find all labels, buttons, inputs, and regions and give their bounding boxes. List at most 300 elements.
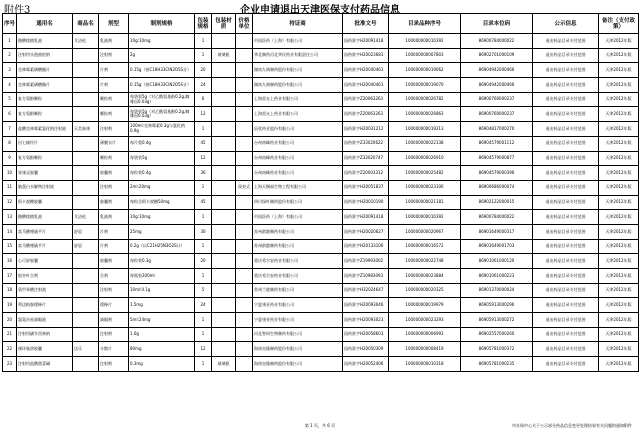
cell-form: 胶囊剂 — [99, 195, 129, 210]
cell-material — [212, 122, 236, 137]
cell-std-code: 86904817000270 — [461, 122, 533, 137]
cell-trade: 达乐 — [73, 342, 99, 357]
cell-notice: 退出药品目录支付范围 — [533, 195, 599, 210]
cell-remark: 天津2012年版 — [599, 63, 639, 78]
cell-cat-no: 100000000020325 — [389, 283, 461, 298]
cell-spec: 10g:10mg — [129, 210, 195, 225]
cell-approval: 国药准字H20031212 — [343, 122, 389, 137]
cell-unit — [236, 342, 253, 357]
cell-cat-no: 100000000010392 — [389, 210, 461, 225]
cell-approval: 国药准字H20023681 — [343, 48, 389, 63]
table-body — [3, 34, 639, 372]
cell-spec: 每粒装0.4g — [129, 166, 195, 181]
cell-form: 注射剂 — [99, 283, 129, 298]
cell-std-code: 86900686000074 — [461, 180, 533, 195]
cell-generic: 富马酸喹硫平片 — [17, 224, 73, 239]
cell-remark: 天津2012年版 — [599, 224, 639, 239]
cell-approval: 国药准字H20020627 — [343, 224, 389, 239]
cell-generic: 克林霉素磷酸酯片 — [17, 78, 73, 93]
cell-form: 胶囊剂 — [99, 254, 129, 269]
cell-spec: 每袋装5g（对乙酰氨基酚0.2g,咖啡因0.03g） — [129, 107, 195, 122]
cell-approval: 国药准字Z19993002 — [343, 254, 389, 269]
cell-pack: 24 — [195, 78, 212, 93]
cell-generic: 吲达帕胺缓释片 — [17, 298, 73, 313]
cell-material — [212, 151, 236, 166]
cell-notice: 退出药品目录支付范围 — [533, 313, 599, 328]
cell-remark: 天津2012年版 — [599, 210, 639, 225]
cell-unit — [236, 92, 253, 107]
cell-remark: 天津2012年版 — [599, 239, 639, 254]
cell-holder: 湖南九典制药股份有限公司 — [253, 78, 343, 93]
cell-pack: 1 — [195, 210, 212, 225]
cell-cat-no: 100000000026910 — [389, 151, 461, 166]
cell-holder: 四川绿叶制药股份有限公司 — [253, 195, 343, 210]
cell-form: 片剂 — [99, 78, 129, 93]
cell-approval: 国药准字Z20063263 — [343, 107, 389, 122]
column-header: 批准文号 — [343, 14, 389, 34]
cell-remark: 天津2012年版 — [599, 283, 639, 298]
cell-seq: 1 — [3, 34, 17, 49]
table-row — [3, 195, 639, 210]
cell-seq: 5 — [3, 92, 17, 107]
cell-seq: 14 — [3, 224, 17, 239]
cell-notice: 退出药品目录支付范围 — [533, 224, 599, 239]
cell-material — [212, 224, 236, 239]
cell-trade — [73, 136, 99, 151]
cell-form: 注射剂 — [99, 327, 129, 342]
table-row — [3, 107, 639, 122]
column-header: 包装材质 — [212, 14, 236, 34]
cell-unit: 预充式 — [236, 180, 253, 195]
cell-unit — [236, 63, 253, 78]
cell-spec: 每粒装0.3g — [129, 254, 195, 269]
cell-trade — [73, 327, 99, 342]
cell-trade — [73, 313, 99, 328]
page-number: 第 1 页，共 6 页 — [304, 423, 336, 428]
table-row — [3, 224, 639, 239]
cell-approval: 国药准字H20091418 — [343, 210, 389, 225]
cell-holder: 河北智同生物制药有限公司 — [253, 327, 343, 342]
cell-remark: 天津2012年版 — [599, 136, 639, 151]
cell-spec: 每瓶装200ml — [129, 269, 195, 284]
column-header: 包装规格 — [195, 14, 212, 34]
cell-seq: 12 — [3, 195, 17, 210]
cell-std-code: 86901061000120 — [461, 254, 533, 269]
cell-approval: 国药准字Z33020622 — [343, 136, 389, 151]
column-header: 公示信息 — [533, 14, 599, 34]
drug-table — [2, 13, 639, 372]
column-header: 序号 — [3, 14, 17, 34]
table-row — [3, 357, 639, 372]
cell-notice: 退出药品目录支付范围 — [533, 283, 599, 298]
cell-holder: 上海天赐福生物工程有限公司 — [253, 180, 343, 195]
cell-seq: 15 — [3, 239, 17, 254]
column-header: 备注（支付政策） — [599, 14, 639, 34]
cell-pack: 6 — [195, 92, 212, 107]
table-row — [3, 48, 639, 63]
cell-pack: 12 — [195, 342, 212, 357]
cell-unit — [236, 107, 253, 122]
cell-remark: 天津2012年版 — [599, 195, 639, 210]
cell-approval: 国药准字H20010190 — [343, 195, 389, 210]
cell-unit — [236, 313, 253, 328]
table-row — [3, 92, 639, 107]
cell-remark: 天津2012年版 — [599, 269, 639, 284]
cell-material — [212, 254, 236, 269]
attachment-label: 附件3 — [4, 5, 31, 16]
cell-cat-no: 100000000010318 — [389, 357, 461, 372]
page-footer — [0, 421, 640, 430]
page-title: 企业申请退出天津医保支付药品信息 — [240, 5, 400, 16]
cell-std-code: 86901649000317 — [461, 224, 533, 239]
cell-unit — [236, 269, 253, 284]
cell-material — [212, 166, 236, 181]
cell-material — [212, 63, 236, 78]
cell-pack: 36 — [195, 166, 212, 181]
cell-generic: 氨甲苯酸注射液 — [17, 283, 73, 298]
column-header: 通用名 — [17, 14, 73, 34]
cell-std-code: 86904579000396 — [461, 166, 533, 181]
cell-form: 乳液剂 — [99, 34, 129, 49]
cell-cat-no: 100000000023293 — [389, 313, 461, 328]
cell-spec: 100ml:克林霉素0.3g与氯化钠0.9g — [129, 122, 195, 137]
column-header: 持证商 — [253, 14, 343, 34]
cell-remark: 天津2012年版 — [599, 122, 639, 137]
cell-std-code: 86902122000015 — [461, 195, 533, 210]
cell-std-code: 86904579001112 — [461, 136, 533, 151]
cell-notice: 退出药品目录支付范围 — [533, 327, 599, 342]
cell-generic: 循环肠溶胶囊 — [17, 342, 73, 357]
cell-generic: 脑蛋白水解物注射液 — [17, 180, 73, 195]
cell-seq: 3 — [3, 63, 17, 78]
cell-remark: 天津2012年版 — [599, 313, 639, 328]
cell-form: 颗粒剂 — [99, 107, 129, 122]
cell-cat-no: 100000000025482 — [389, 166, 461, 181]
cell-notice: 退出药品目录支付范围 — [533, 166, 599, 181]
cell-generic: 阿卡波糖胶囊 — [17, 195, 73, 210]
cell-cat-no: 100000000022748 — [389, 254, 461, 269]
cell-std-code: 86905781000235 — [461, 357, 533, 372]
cell-generic: 银杏叶合剂 — [17, 269, 73, 284]
table-row — [3, 78, 639, 93]
cell-std-code: 86901061000223 — [461, 269, 533, 284]
cell-approval: 国药准字H20050309 — [343, 342, 389, 357]
cell-holder: 宁夏康亚药业有限公司 — [253, 298, 343, 313]
cell-unit — [236, 224, 253, 239]
cell-cat-no: 100000000020967 — [389, 224, 461, 239]
cell-trade: 艾洁松 — [73, 210, 99, 225]
cell-pack: 24 — [195, 298, 212, 313]
cell-form: 分散片 — [99, 342, 129, 357]
cell-trade: 舒思 — [73, 239, 99, 254]
table-row — [3, 327, 639, 342]
cell-form: 颗粒剂 — [99, 92, 129, 107]
cell-unit — [236, 122, 253, 137]
cell-remark: 天津2012年版 — [599, 180, 639, 195]
cell-trade — [73, 283, 99, 298]
cell-generic: 酪酸梭菌乳液 — [17, 210, 73, 225]
cell-seq: 4 — [3, 78, 17, 93]
cell-form: 缓释片 — [99, 298, 129, 313]
cell-spec: 每袋装5g（对乙酰氨基酚0.2g,咖啡因0.03g） — [129, 92, 195, 107]
cell-seq: 6 — [3, 107, 17, 122]
cell-seq: 2 — [3, 48, 17, 63]
cell-remark: 天津2012年版 — [599, 298, 639, 313]
cell-trade — [73, 78, 99, 93]
cell-unit — [236, 195, 253, 210]
table-row — [3, 180, 639, 195]
cell-material — [212, 313, 236, 328]
cell-spec: 5ml:24mg — [129, 313, 195, 328]
cell-unit — [236, 136, 253, 151]
cell-trade — [73, 151, 99, 166]
cell-cat-no: 100000000019070 — [389, 78, 461, 93]
cell-remark: 天津2012年版 — [599, 107, 639, 122]
cell-generic: 复方氨酚颗粒 — [17, 151, 73, 166]
cell-trade — [73, 92, 99, 107]
cell-pack: 1 — [195, 48, 212, 63]
cell-trade — [73, 254, 99, 269]
cell-holder: 海南皇隆制药股份有限公司 — [253, 357, 343, 372]
cell-pack: 1 — [195, 34, 212, 49]
cell-form: 片剂 — [99, 224, 129, 239]
cell-notice: 退出药品目录支付范围 — [533, 63, 599, 78]
cell-generic: 复方氨酚颗粒 — [17, 107, 73, 122]
cell-holder: 常州兰陵制药有限公司 — [253, 283, 343, 298]
cell-notice: 退出药品目录支付范围 — [533, 92, 599, 107]
cell-spec: 0.15g（按C18H33ClN2O5S计） — [129, 78, 195, 93]
cell-spec: 10ml:0.1g — [129, 283, 195, 298]
column-header: 目录本位码 — [461, 14, 533, 34]
cell-material — [212, 195, 236, 210]
cell-approval: 国药准字H20040461 — [343, 63, 389, 78]
cell-holder: 上海雷允上药业有限公司 — [253, 92, 343, 107]
cell-cat-no: 100000000026782 — [389, 92, 461, 107]
cell-cat-no: 100000000021181 — [389, 195, 461, 210]
cell-unit — [236, 254, 253, 269]
cell-generic: 克林霉素磷酸酯片 — [17, 63, 73, 78]
column-header: 价格单位 — [236, 14, 253, 34]
cell-generic: 富马酸喹硫平片 — [17, 239, 73, 254]
column-header: 制剂规格 — [129, 14, 195, 34]
cell-pack: 1 — [195, 122, 212, 137]
cell-generic: 心可舒胶囊 — [17, 254, 73, 269]
cell-approval: 国药准字Z20063263 — [343, 92, 389, 107]
cell-seq: 7 — [3, 122, 17, 137]
cell-notice: 退出药品目录支付范围 — [533, 269, 599, 284]
cell-holder: 宁夏康亚药业有限公司 — [253, 313, 343, 328]
cell-holder: 重庆希尔安药业有限公司 — [253, 254, 343, 269]
cell-form: 注射剂 — [99, 48, 129, 63]
column-header: 商品名 — [73, 14, 99, 34]
cell-notice: 退出药品目录支付范围 — [533, 107, 599, 122]
cell-material — [212, 342, 236, 357]
cell-seq: 23 — [3, 357, 17, 372]
cell-holder: 海南皇隆制药股份有限公司 — [253, 342, 343, 357]
cell-material — [212, 327, 236, 342]
cell-unit — [236, 327, 253, 342]
table-row — [3, 210, 639, 225]
cell-notice: 退出药品目录支付范围 — [533, 78, 599, 93]
cell-std-code: 86900784000022 — [461, 210, 533, 225]
table-row — [3, 298, 639, 313]
cell-cat-no: 100000000010392 — [389, 34, 461, 49]
cell-unit — [236, 48, 253, 63]
cell-holder: 台州南峰药业有限公司 — [253, 151, 343, 166]
cell-seq: 8 — [3, 136, 17, 151]
cell-trade: 天美泰康 — [73, 122, 99, 137]
cell-material — [212, 136, 236, 151]
table-row — [3, 122, 639, 137]
table-row — [3, 34, 639, 49]
cell-approval: 国药准字H20093023 — [343, 313, 389, 328]
cell-unit — [236, 298, 253, 313]
cell-cat-no: 100000000019062 — [389, 63, 461, 78]
cell-std-code: 86902701000109 — [461, 48, 533, 63]
cell-spec: 2ml:20mg — [129, 180, 195, 195]
cell-generic: 氯氮沙星滴眼液 — [17, 313, 73, 328]
cell-std-code: 86900760000237 — [461, 92, 533, 107]
cell-pack: 1 — [195, 313, 212, 328]
cell-seq: 19 — [3, 298, 17, 313]
cell-form: 注射剂 — [99, 357, 129, 372]
table-row — [3, 166, 639, 181]
header-row — [3, 14, 639, 34]
cell-pack: 5 — [195, 283, 212, 298]
cell-notice: 退出药品目录支付范围 — [533, 48, 599, 63]
cell-pack: 1 — [195, 180, 212, 195]
cell-holder: 辰欣药业股份有限公司 — [253, 122, 343, 137]
cell-remark: 天津2012年版 — [599, 166, 639, 181]
cell-holder: 中国医药（上海）有限公司 — [253, 210, 343, 225]
cell-trade — [73, 107, 99, 122]
cell-seq: 11 — [3, 180, 17, 195]
cell-form: 颗粒剂 — [99, 151, 129, 166]
cell-trade — [73, 269, 99, 284]
cell-approval: 国药准字H32024647 — [343, 283, 389, 298]
cell-std-code: 86902557000260 — [461, 327, 533, 342]
table-row — [3, 269, 639, 284]
cell-seq: 17 — [3, 269, 17, 284]
cell-unit — [236, 166, 253, 181]
cell-std-code: 86905781000372 — [461, 342, 533, 357]
cell-form: 片剂 — [99, 63, 129, 78]
cell-cat-no: 100000000019213 — [389, 122, 461, 137]
cell-unit — [236, 357, 253, 372]
cell-trade — [73, 298, 99, 313]
cell-seq: 18 — [3, 283, 17, 298]
cell-trade — [73, 166, 99, 181]
footer-note: 市社保中心关于公示部分药品信息变更处理结果有关问题的通知附件 — [512, 423, 632, 428]
cell-approval: 国药准字Z10983093 — [343, 269, 389, 284]
cell-spec: 每片重0.4g — [129, 136, 195, 151]
cell-seq: 10 — [3, 166, 17, 181]
cell-remark: 天津2012年版 — [599, 78, 639, 93]
cell-approval: 国药准字H20093046 — [343, 298, 389, 313]
cell-remark: 天津2012年版 — [599, 327, 639, 342]
cell-std-code: 86901649001703 — [461, 239, 533, 254]
column-header: 目录品种序号 — [389, 14, 461, 34]
cell-spec: 2g — [129, 48, 195, 63]
cell-holder: 台州南峰药业有限公司 — [253, 166, 343, 181]
cell-trade — [73, 180, 99, 195]
cell-generic: 酪酸梭菌乳液 — [17, 34, 73, 49]
cell-pack: 30 — [195, 224, 212, 239]
cell-spec: 0.2g（以C21H25N3O2S计） — [129, 239, 195, 254]
cell-holder: 苏州俞港制药有限公司 — [253, 224, 343, 239]
cell-std-code: 86904942000466 — [461, 78, 533, 93]
cell-spec: 25mg — [129, 224, 195, 239]
cell-material — [212, 210, 236, 225]
table-row — [3, 283, 639, 298]
cell-pack: 20 — [195, 254, 212, 269]
cell-generic: 盐酸克林霉素氯化钠注射液 — [17, 122, 73, 137]
cell-holder: 台州南峰药业有限公司 — [253, 136, 343, 151]
cell-remark: 天津2012年版 — [599, 151, 639, 166]
cell-form: 胶囊剂 — [99, 166, 129, 181]
cell-form: 滴眼剂 — [99, 313, 129, 328]
cell-generic: 注射用磺苄西林钠 — [17, 327, 73, 342]
cell-spec: 0.15g（按C18H33ClN2O5S计） — [129, 63, 195, 78]
cell-approval: 国药准字H20040461 — [343, 78, 389, 93]
cell-form: 合剂 — [99, 269, 129, 284]
cell-trade — [73, 48, 99, 63]
cell-holder: 华北制药河北华民药业有限责任公司 — [253, 48, 343, 63]
cell-form: 注射剂 — [99, 122, 129, 137]
cell-material — [212, 78, 236, 93]
cell-spec: 80mg — [129, 342, 195, 357]
cell-trade: 艾洁松 — [73, 34, 99, 49]
cell-pack: 1 — [195, 357, 212, 372]
cell-remark: 天津2012年版 — [599, 357, 639, 372]
cell-spec: 1.0g — [129, 327, 195, 342]
cell-pack: 1 — [195, 327, 212, 342]
column-header: 剂型 — [99, 14, 129, 34]
table-row — [3, 342, 639, 357]
cell-form: 薄膜衣片 — [99, 136, 129, 151]
cell-remark: 天津2012年版 — [599, 48, 639, 63]
cell-approval: 国药准字H20051837 — [343, 180, 389, 195]
cell-cat-no: 100000000023106 — [389, 180, 461, 195]
cell-pack: 1 — [195, 269, 212, 284]
cell-approval: 国药准字H20052406 — [343, 357, 389, 372]
cell-material — [212, 92, 236, 107]
cell-spec: 1.5mg — [129, 298, 195, 313]
table-row — [3, 239, 639, 254]
cell-cat-no: 100000000022138 — [389, 136, 461, 151]
cell-trade — [73, 357, 99, 372]
cell-pack: 12 — [195, 151, 212, 166]
cell-remark: 天津2012年版 — [599, 34, 639, 49]
cell-spec: 0.3mg — [129, 357, 195, 372]
cell-notice: 退出药品目录支付范围 — [533, 342, 599, 357]
cell-remark: 天津2012年版 — [599, 92, 639, 107]
cell-pack: 1 — [195, 239, 212, 254]
cell-seq: 21 — [3, 327, 17, 342]
cell-generic: 复方氨酚颗粒 — [17, 92, 73, 107]
cell-pack: 12 — [195, 107, 212, 122]
cell-seq: 13 — [3, 210, 17, 225]
cell-material — [212, 283, 236, 298]
cell-generic: 注射用盐酸甜菜碱 — [17, 357, 73, 372]
cell-form: 注射剂 — [99, 180, 129, 195]
cell-notice: 退出药品目录支付范围 — [533, 357, 599, 372]
cell-notice: 退出药品目录支付范围 — [533, 151, 599, 166]
table-row — [3, 63, 639, 78]
table-row — [3, 254, 639, 269]
cell-pack: 45 — [195, 136, 212, 151]
cell-unit — [236, 239, 253, 254]
